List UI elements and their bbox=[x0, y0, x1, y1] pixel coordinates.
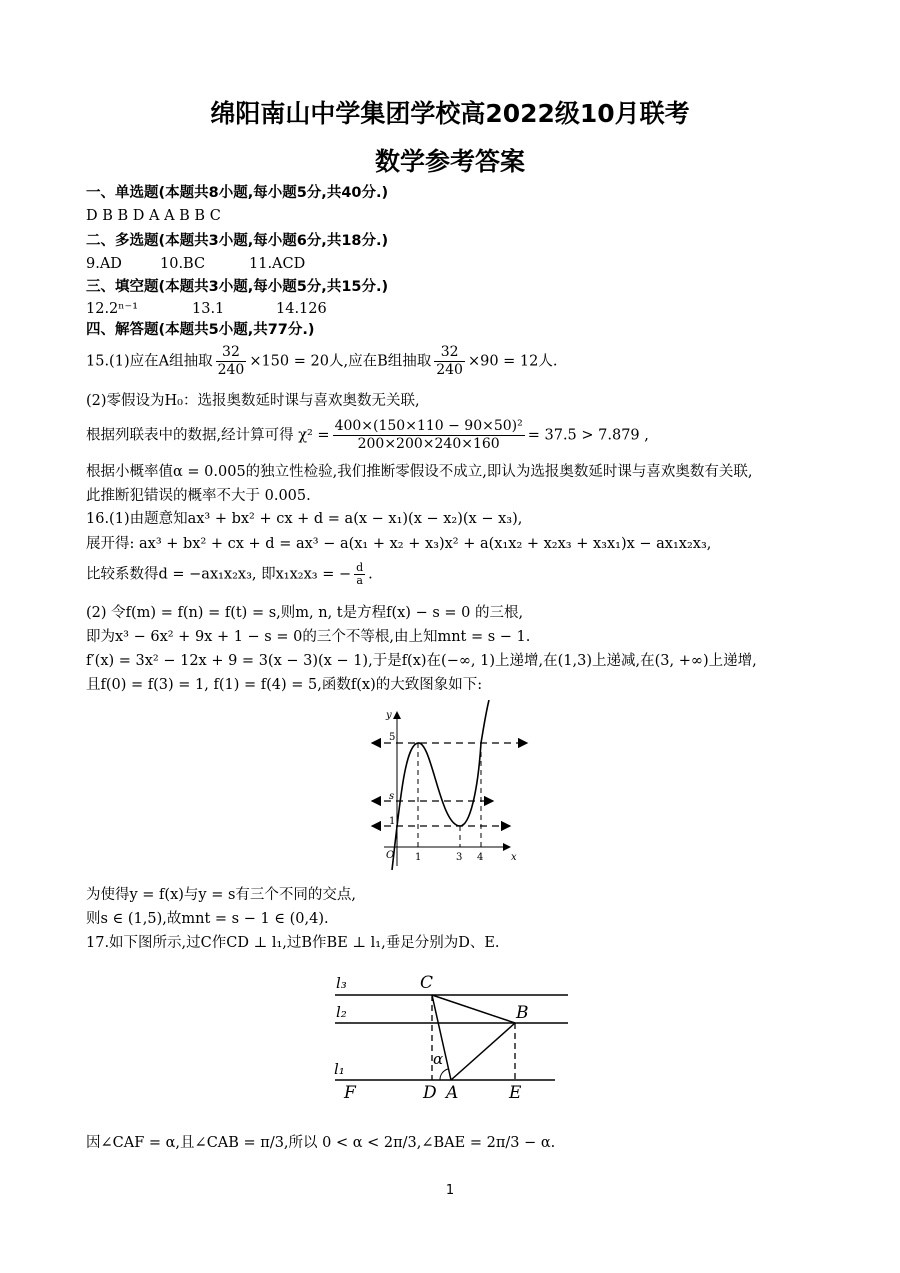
label-l2: l₂ bbox=[336, 1003, 347, 1021]
answer-9: 9.AD bbox=[86, 256, 122, 272]
parallel-lines-figure bbox=[325, 965, 580, 1110]
q15-chi-square bbox=[86, 418, 649, 453]
section1-answers: D B B D A A B B C bbox=[86, 208, 221, 224]
label-D: D bbox=[423, 1083, 437, 1103]
y-axis-label: y bbox=[386, 710, 392, 721]
q16-line7: 且f(0) = f(3) = 1, f(1) = f(4) = 5,函数f(x)的大致图象如下: bbox=[86, 677, 483, 693]
q15-conclusion: 根据小概率值α = 0.005的独立性检验,我们推断零假设不成立,即认为选报奥数延时课与喜欢奥数有关联, bbox=[86, 464, 753, 480]
label-F: F bbox=[344, 1083, 356, 1103]
answer-11: 11.ACD bbox=[249, 256, 306, 272]
cubic-function-graph bbox=[360, 700, 540, 870]
label-C: C bbox=[420, 973, 434, 993]
q15-part2: (2)零假设为H₀：选报奥数延时课与喜欢奥数无关联, bbox=[86, 393, 420, 409]
page-number: 1 bbox=[445, 1183, 455, 1198]
answer-12: 12.2ⁿ⁻¹ bbox=[86, 301, 139, 317]
q16-line9: 则s ∈ (1,5),故mnt = s − 1 ∈ (0,4). bbox=[86, 911, 329, 927]
page-subtitle: 数学参考答案 bbox=[374, 147, 525, 176]
q16-line2: 展开得: ax³ + bx² + cx + d = ax³ − a(x₁ + x₂ + x₃)x² + a(x₁x₂ + x₂x₃ + x₃x₁)x − ax₁x₂x₃, bbox=[86, 536, 712, 552]
label-E: E bbox=[509, 1083, 522, 1103]
fraction: $\frac{32}{240}$ bbox=[217, 344, 245, 378]
section1-heading: 一、单选题(本题共8小题,每小题5分,共40分.) bbox=[86, 185, 389, 201]
tick-label-x1: 1 bbox=[415, 852, 422, 863]
q15-text-a: 15.(1)应在A组抽取 bbox=[86, 353, 213, 370]
segment-CB bbox=[432, 995, 515, 1023]
cubic-curve bbox=[392, 700, 489, 870]
tick-label-ys: s bbox=[389, 791, 395, 802]
q15-chi-text: 根据列联表中的数据,经计算可得 χ² = bbox=[86, 427, 330, 444]
label-alpha: α bbox=[433, 1050, 444, 1068]
tick-label-y1: 1 bbox=[389, 816, 396, 827]
q16-line3: 比较系数得d = −ax₁x₂x₃, 即x₁x₂x₃ = − $\frac{d}{a}$ . bbox=[86, 561, 373, 587]
q15-text-b: ×150 = 20人,应在B组抽取 bbox=[249, 353, 432, 370]
answer-14: 14.126 bbox=[276, 301, 327, 317]
tick-label-x4: 4 bbox=[477, 852, 484, 863]
q15-part1 bbox=[86, 344, 558, 379]
x-axis-label: x bbox=[511, 852, 517, 863]
q16-coef-text: 比较系数得d = −ax₁x₂x₃, 即x₁x₂x₃ = − bbox=[86, 566, 352, 583]
fraction: $\frac{d}{a}$ bbox=[356, 561, 364, 587]
label-A: A bbox=[446, 1083, 459, 1103]
q17-line1: 17.如下图所示,过C作CD ⊥ l₁,过B作BE ⊥ l₁,垂足分别为D、E. bbox=[86, 935, 500, 951]
label-B: B bbox=[516, 1003, 529, 1023]
tick-label-x3: 3 bbox=[456, 852, 463, 863]
q15-text-c: ×90 = 12人. bbox=[467, 353, 558, 370]
section2-heading: 二、多选题(本题共3小题,每小题6分,共18分.) bbox=[86, 233, 389, 249]
q15-chi-result: = 37.5 > 7.879 , bbox=[527, 427, 649, 444]
fraction: $\frac{32}{240}$ bbox=[436, 344, 463, 378]
angle-alpha-arc bbox=[440, 1069, 448, 1080]
q16-line1: 16.(1)由题意知ax³ + bx² + cx + d = a(x − x₁)(x − x₂)(x − x₃), bbox=[86, 511, 523, 527]
section4-heading: 四、解答题(本题共5小题,共77分.) bbox=[86, 322, 315, 338]
page-title: 绵阳南山中学集团学校高2022级10月联考 bbox=[210, 99, 690, 128]
q16-line5: 即为x³ − 6x² + 9x + 1 − s = 0的三个不等根,由上知mnt = s − 1. bbox=[86, 629, 531, 645]
answer-13: 13.1 bbox=[192, 301, 225, 317]
chi-square-fraction: $\frac{\text{400×(150×110 − 90×50)²}}{200\times 200\times 240\times 160}$ bbox=[334, 418, 523, 452]
answer-10: 10.BC bbox=[160, 256, 206, 272]
tick-label-y5: 5 bbox=[389, 732, 396, 743]
label-l3: l₃ bbox=[336, 974, 347, 992]
q16-line6: f′(x) = 3x² − 12x + 9 = 3(x − 3)(x − 1),于是f(x)在(−∞, 1)上递增,在(1,3)上递减,在(3, +∞)上递增, bbox=[86, 653, 757, 669]
section3-heading: 三、填空题(本题共3小题,每小题5分,共15分.) bbox=[86, 279, 389, 295]
origin-label: O bbox=[386, 850, 395, 861]
q16-line8: 为使得y = f(x)与y = s有三个不同的交点, bbox=[86, 887, 357, 903]
q15-error-bound: 此推断犯错误的概率不大于 0.005. bbox=[86, 488, 311, 504]
q16-line4: (2) 令f(m) = f(n) = f(t) = s,则m, n, t是方程f(x) − s = 0 的三根, bbox=[86, 605, 524, 621]
q17-line2: 因∠CAF = α,且∠CAB = π/3,所以 0 < α < 2π/3,∠BAE = 2π/3 − α. bbox=[86, 1135, 556, 1151]
segment-AB bbox=[451, 1023, 515, 1080]
label-l1: l₁ bbox=[334, 1060, 345, 1078]
